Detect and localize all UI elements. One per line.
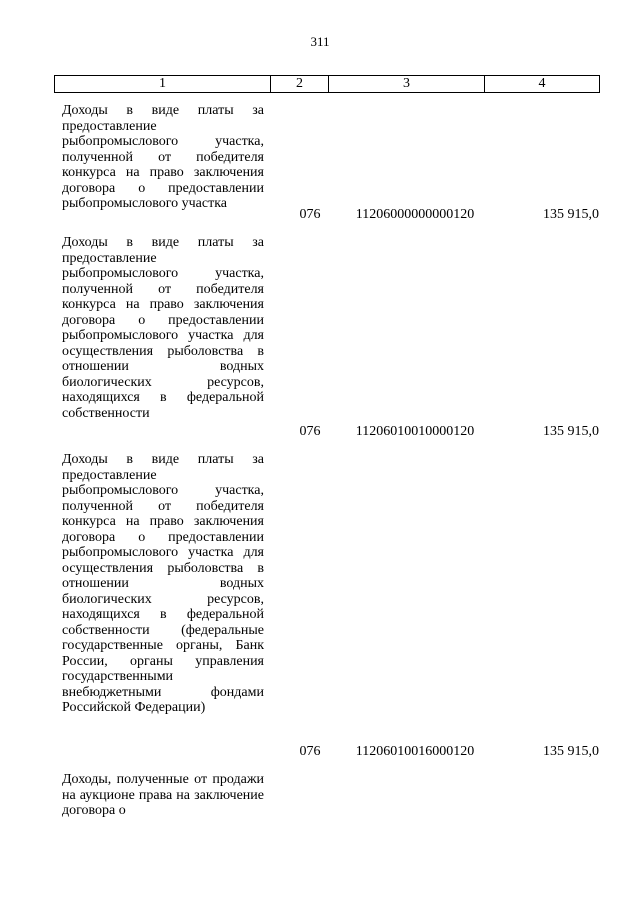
row-description: Доходы в виде платы за предоставление рыбопромыслового участка, полученной от победителя конкурса на право заключения договора о предоставлении рыбопромыслового участка для осуществления рыболовства в отношении водных биологических ресурсов, находящихся в федеральной собственности — [62, 235, 264, 421]
row-amount: 135 915,0 — [543, 207, 599, 222]
row-code: 076 — [299, 744, 321, 759]
header-col-3: 3 — [329, 76, 485, 93]
header-col-2: 2 — [271, 76, 329, 93]
row-kbk: 11206010010000120 — [355, 424, 475, 439]
row-description: Доходы в виде платы за предоставление рыбопромыслового участка, полученной от победителя конкурса на право заключения договора о предоставлении рыбопромыслового участка — [62, 103, 264, 211]
row-description: Доходы в виде платы за предоставление рыбопромыслового участка, полученной от победителя конкурса на право заключения договора о предоставлении рыбопромыслового участка для осуществления рыболовства в отношении водных биологических ресурсов, находящихся в федеральной собственности (федеральные государственные органы, Банк России, органы управления государственными внебюджетными фондами Российской Федерации) — [62, 452, 264, 715]
row-kbk: 11206000000000120 — [355, 207, 475, 222]
header-col-4: 4 — [485, 76, 600, 93]
row-amount: 135 915,0 — [543, 744, 599, 759]
row-code: 076 — [299, 424, 321, 439]
row-kbk: 11206010016000120 — [355, 744, 475, 759]
row-description: Доходы, полученные от продажи на аукционе права на заключение договора о — [62, 772, 264, 818]
row-amount: 135 915,0 — [543, 424, 599, 439]
row-code: 076 — [299, 207, 321, 222]
page-number: 311 — [310, 34, 330, 49]
header-col-1: 1 — [55, 76, 271, 93]
